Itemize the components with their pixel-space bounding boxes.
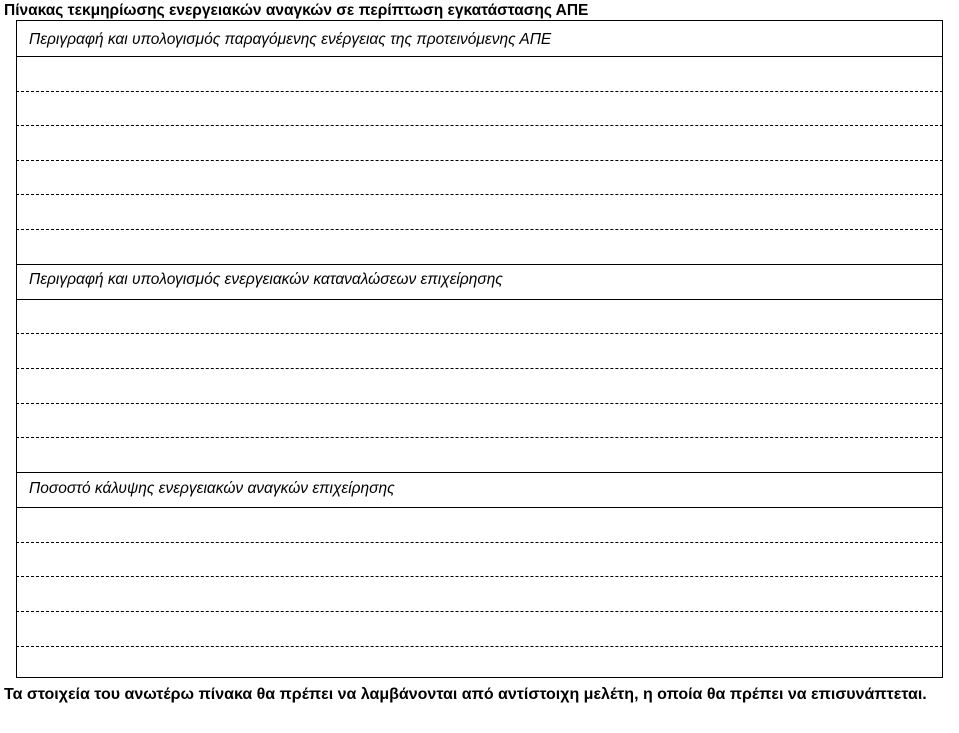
table-bottom-border bbox=[16, 677, 943, 678]
energy-needs-table bbox=[16, 20, 943, 678]
entry-line[interactable] bbox=[16, 403, 943, 404]
entry-line[interactable] bbox=[16, 229, 943, 230]
entry-line[interactable] bbox=[16, 333, 943, 334]
form-title: Πίνακας τεκμηρίωσης ενεργειακών αναγκών σε περίπτωση εγκατάστασης ΑΠΕ bbox=[4, 2, 589, 19]
entry-line[interactable] bbox=[16, 646, 943, 647]
section-divider bbox=[16, 264, 943, 265]
section-label-energy-consumption: Περιγραφή και υπολογισμός ενεργειακών καταναλώσεων επιχείρησης bbox=[29, 271, 503, 288]
entry-line[interactable] bbox=[16, 576, 943, 577]
entry-line[interactable] bbox=[16, 368, 943, 369]
entry-line[interactable] bbox=[16, 160, 943, 161]
section-header-divider bbox=[16, 299, 943, 300]
entry-line[interactable] bbox=[16, 194, 943, 195]
entry-line[interactable] bbox=[16, 91, 943, 92]
entry-line[interactable] bbox=[16, 437, 943, 438]
entry-line[interactable] bbox=[16, 125, 943, 126]
section-label-energy-production: Περιγραφή και υπολογισμός παραγόμενης ενέργειας της προτεινόμενης ΑΠΕ bbox=[29, 31, 552, 48]
footer-note: Τα στοιχεία του ανωτέρω πίνακα θα πρέπει να λαμβάνονται από αντίστοιχη μελέτη, η οποία θα πρέπει να επισυνάπτεται. bbox=[4, 686, 927, 703]
section-header-divider bbox=[16, 507, 943, 508]
entry-line[interactable] bbox=[16, 542, 943, 543]
section-label-coverage-percentage: Ποσοστό κάλυψης ενεργειακών αναγκών επιχείρησης bbox=[29, 480, 395, 497]
section-header-divider bbox=[16, 56, 943, 57]
section-divider bbox=[16, 472, 943, 473]
entry-line[interactable] bbox=[16, 611, 943, 612]
